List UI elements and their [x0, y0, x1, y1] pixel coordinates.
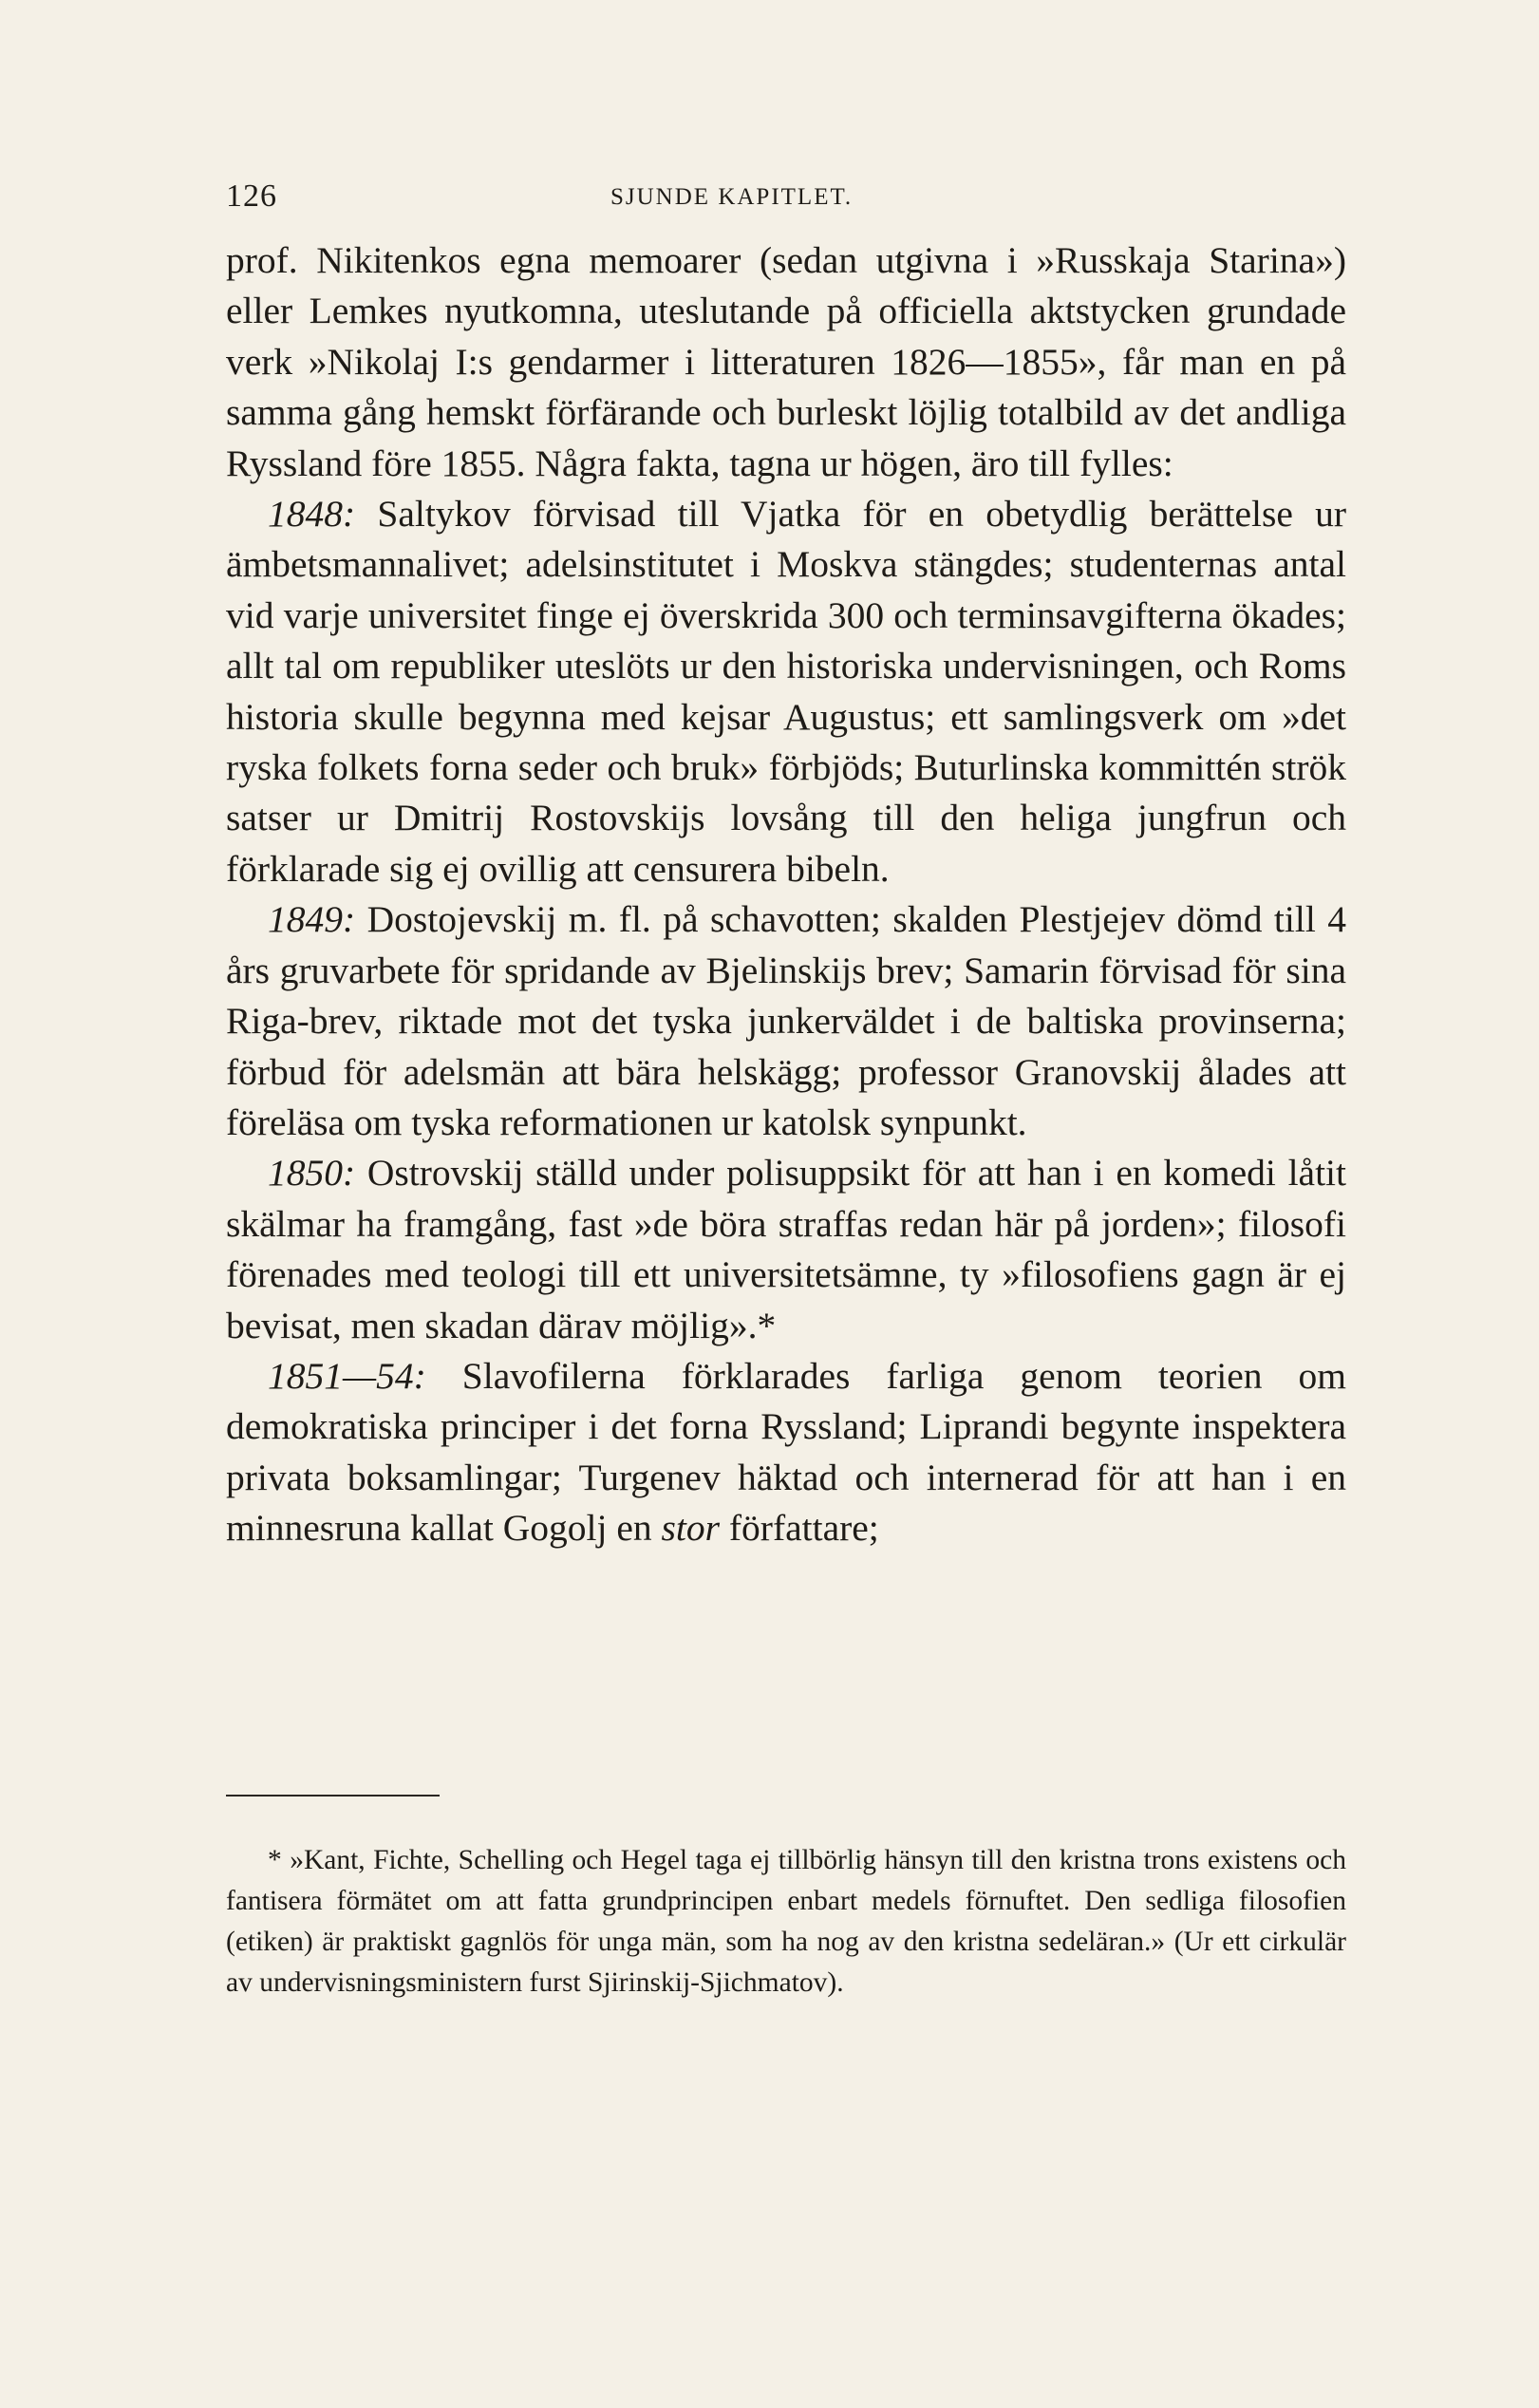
chronology-entry-1849 — [226, 894, 1346, 1148]
emphasized-word: stor — [661, 1507, 721, 1550]
chronology-entry-1851-54 — [226, 1351, 1346, 1554]
page-number: 126 — [226, 179, 277, 214]
entry-year: 1848: — [268, 493, 356, 536]
entry-text: Dostojevskij m. fl. på schavotten; skalden Plestjejev dömd till 4 års gruvarbete för spridande av Bjelinskijs brev; Samarin förvisad för sina Riga-brev, riktade mot det tyska junkerväldet i de baltiska provinserna; förbud för adelsmän att bära helskägg; professor Granovskij ålades att föreläsa om tyska reformationen ur katolsk synpunkt. — [226, 898, 1346, 1143]
entry-text-end: författare; — [728, 1507, 879, 1550]
intro-paragraph: prof. Nikitenkos egna memoarer (sedan utgivna i »Russkaja Starina») eller Lemkes nyutkomna, uteslutande på officiella aktstycken grundade verk »Nikolaj I:s gendarmer i litteraturen 1826—1855», får man en på samma gång hemskt förfärande och burleskt löjlig totalbild av det andliga Ryssland före 1855. Några fakta, tagna ur högen, äro till fylles: — [226, 239, 1346, 484]
entry-text: Slavofilerna förklarades farliga genom teorien om demokratiska principer i det forna Ryssland; Liprandi begynte inspektera privata boksamlingar; Turgenev häktad och internerad för att han i en minnesruna kallat Gogolj en — [226, 1354, 1346, 1550]
entry-year: 1851—54: — [268, 1354, 426, 1397]
entry-text: Saltykov förvisad till Vjatka för en obetydlig berättelse ur ämbetsmannalivet; adelsinstitutet i Moskva stängdes; studenternas antal vid varje universitet finge ej överskrida 300 och terminsavgifterna ökades; allt tal om republiker uteslöts ur den historiska undervisningen, och Roms historia skulle begynna med kejsar Augustus; ett samlingsverk om »det ryska folkets forna seder och bruk» förbjöds; Buturlinska kommittén strök satser ur Dmitrij Rostovskijs lovsång till den heliga jungfrun och förklarade sig ej ovillig att censurera bibeln. — [226, 493, 1347, 890]
footnote: * »Kant, Fichte, Schelling och Hegel taga ej tillbörlig hänsyn till den kristna trons existens och fantisera förmätet om att fatta grundprincipen enbart medels förnuftet. Den sedliga filosofien (etiken) är praktiskt gagnlös för unga män, som ha nog av den kristna sedeläran.» (Ur ett cirkulär av undervisningsministern furst Sjirinskij-Sjichmatov). — [226, 1844, 1346, 1998]
body-text — [226, 235, 1346, 1554]
chapter-title: SJUNDE KAPITLET. — [610, 184, 854, 210]
chronology-entry-1848 — [226, 489, 1346, 894]
running-head — [226, 179, 1346, 226]
entry-year: 1850: — [268, 1152, 356, 1195]
entry-year: 1849: — [268, 898, 356, 941]
entry-text: Ostrovskij ställd under polisuppsikt för att han i en komedi låtit skälmar ha framgång, fast »de böra straffas redan här på jorden»; filosofi förenades med teologi till ett universitetsämne, ty »filosofiens gagn är ej bevisat, men skadan därav möjlig».* — [226, 1152, 1346, 1346]
footnote-divider — [226, 1795, 440, 1797]
chronology-entry-1850 — [226, 1148, 1346, 1351]
